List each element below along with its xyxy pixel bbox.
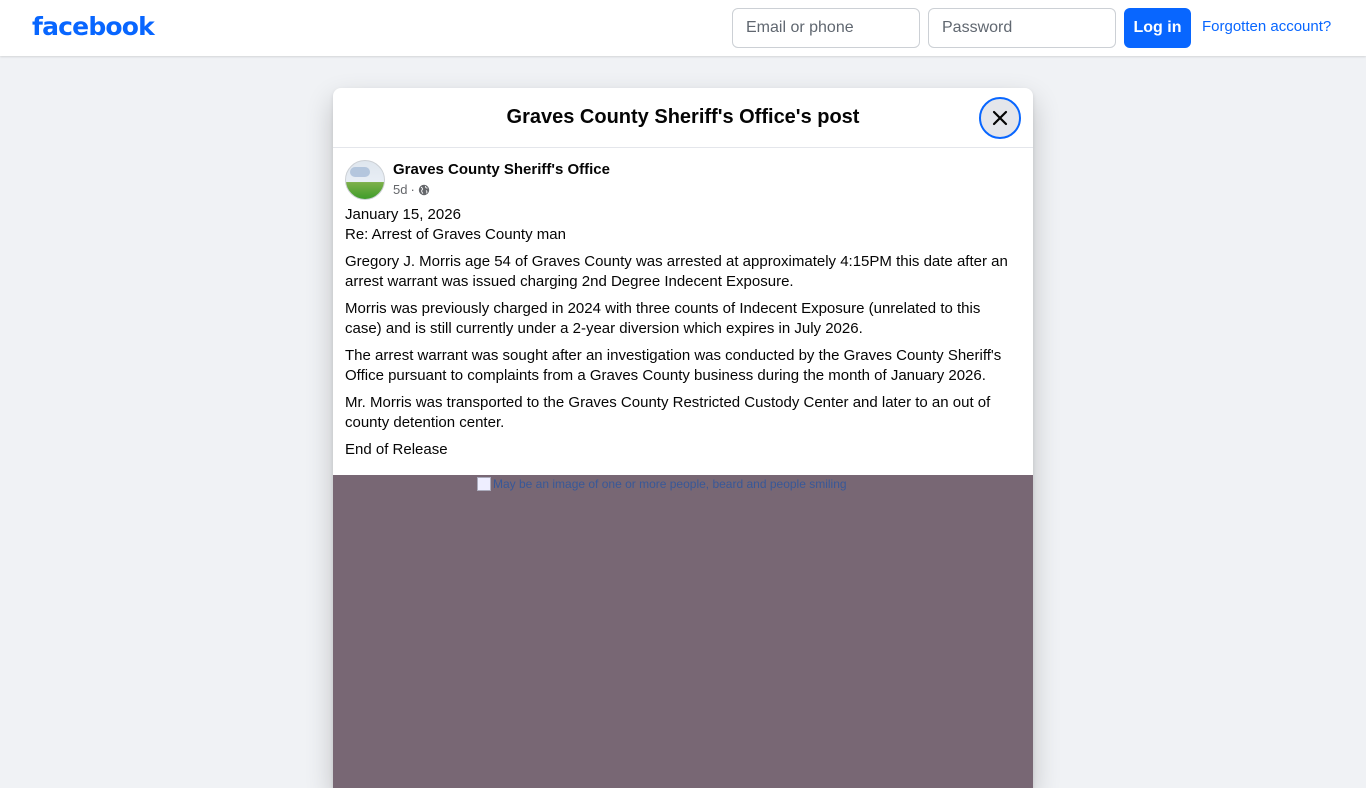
email-field[interactable] bbox=[732, 8, 920, 48]
post-image[interactable] bbox=[333, 475, 1033, 788]
post-header bbox=[333, 148, 1033, 200]
facebook-logo[interactable]: facebook bbox=[32, 12, 154, 41]
post-timestamp[interactable]: 5d bbox=[393, 182, 408, 197]
post-paragraph: The arrest warrant was sought after an investigation was conducted by the Graves County Sheriff's Office pursuant to complaints from a Graves County business during the month of January 2026. bbox=[345, 347, 1002, 384]
post-paragraph: Mr. Morris was transported to the Graves County Restricted Custody Center and later to an out of county detention center. bbox=[345, 394, 991, 431]
post-paragraph: January 15, 2026 bbox=[345, 206, 461, 223]
close-button[interactable] bbox=[979, 97, 1021, 139]
avatar-image bbox=[350, 167, 370, 177]
globe-icon bbox=[418, 184, 430, 196]
author-name[interactable]: Graves County Sheriff's Office bbox=[393, 161, 610, 178]
post-text bbox=[333, 200, 1033, 460]
broken-image bbox=[477, 477, 847, 491]
modal-header bbox=[333, 88, 1033, 148]
post-paragraph: Morris was previously charged in 2024 with three counts of Indecent Exposure (unrelated to this case) and is still currently under a 2-year diversion which expires in July 2026. bbox=[345, 300, 981, 337]
post-paragraph: Gregory J. Morris age 54 of Graves County was arrested at approximately 4:15PM this date after an arrest warrant was issued charging 2nd Degree Indecent Exposure. bbox=[345, 253, 1008, 290]
modal-title: Graves County Sheriff's Office's post bbox=[506, 106, 860, 128]
image-alt-text: May be an image of one or more people, beard and people smiling bbox=[493, 477, 847, 491]
post-paragraph: End of Release bbox=[345, 441, 448, 458]
post-modal bbox=[333, 88, 1033, 788]
avatar[interactable] bbox=[345, 160, 385, 200]
meta-separator: · bbox=[410, 182, 415, 197]
author-block bbox=[393, 161, 610, 197]
top-navigation-bar bbox=[0, 0, 1366, 56]
post-meta bbox=[393, 182, 610, 197]
post-paragraph: Re: Arrest of Graves County man bbox=[345, 226, 566, 243]
broken-image-icon bbox=[477, 477, 491, 491]
forgotten-account-link[interactable]: Forgotten account? bbox=[1202, 18, 1332, 35]
close-icon bbox=[990, 108, 1010, 128]
password-field[interactable] bbox=[928, 8, 1116, 48]
login-button[interactable]: Log in bbox=[1124, 8, 1191, 48]
